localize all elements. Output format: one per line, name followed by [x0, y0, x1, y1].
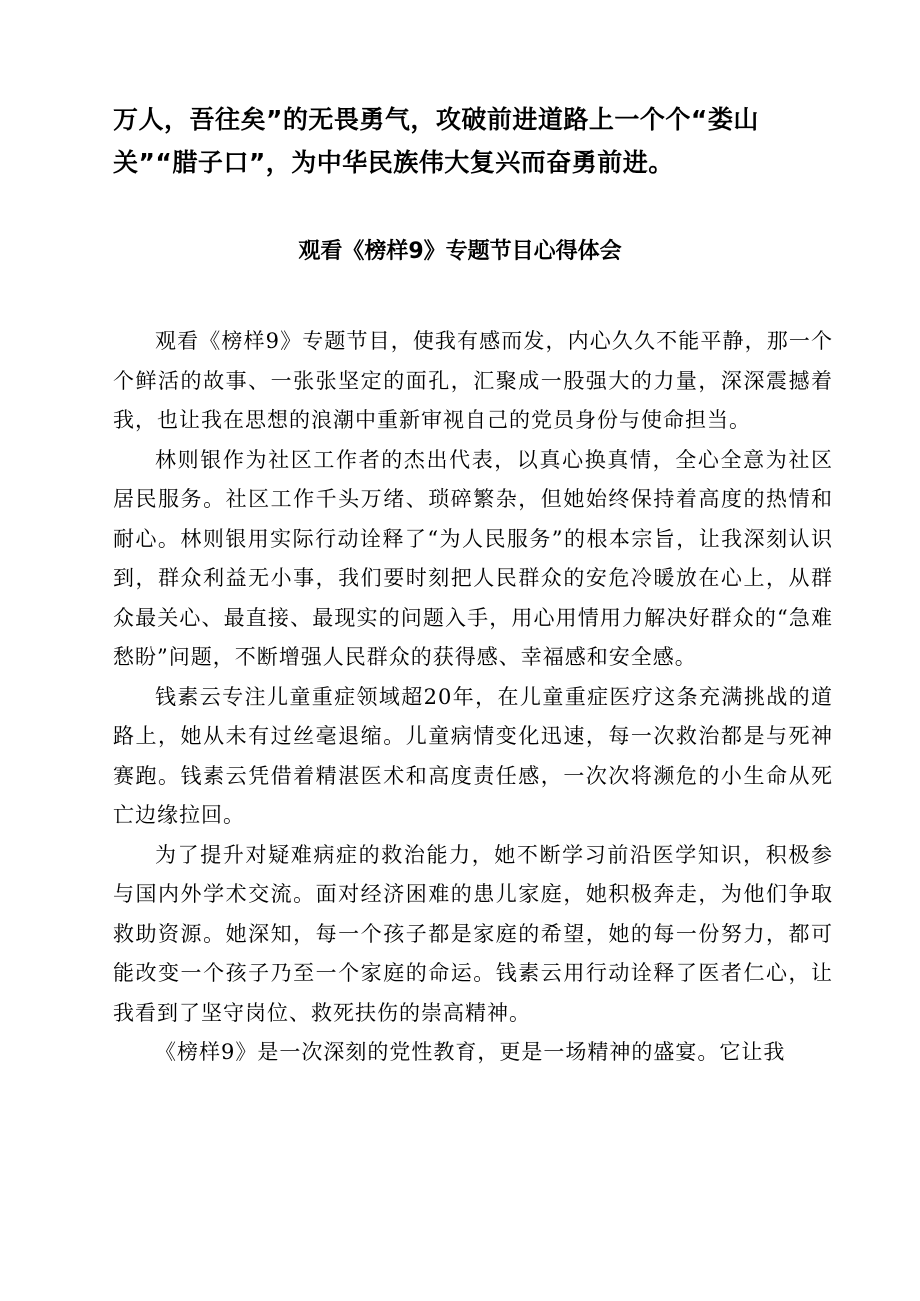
body-paragraph: 林则银作为社区工作者的杰出代表，以真心换真情，全心全意为社区居民服务。社区工作千头万绪、琐碎繁杂，但她始终保持着高度的热情和耐心。林则银用实际行动诠释了“为人民服务”的根本宗旨，让我深刻认识到，群众利益无小事，我们要时刻把人民群众的安危冷暖放在心上，从群众最关心、最直接、最现实的问题入手，用心用情用力解决好群众的“急难愁盼”问题，不断增强人民群众的获得感、幸福感和安全感。 [113, 447, 833, 669]
body-paragraph: 《榜样9》是一次深刻的党性教育，更是一场精神的盛宴。它让我 [155, 1040, 786, 1064]
body-paragraph: 钱素云专注儿童重症领域超20年，在儿童重症医疗这条充满挑战的道路上，她从未有过丝毫退缩。儿童病情变化迅速，每一次救治都是与死神赛跑。钱素云凭借着精湛医术和高度责任感，一次次将濒危的小生命从死亡边缘拉回。 [113, 684, 833, 827]
article-title: 观看《榜样9》专题节目心得体会 [298, 239, 622, 264]
body-paragraph: 观看《榜样9》专题节目，使我有感而发，内心久久不能平静，那一个个鲜活的故事、一张张坚定的面孔，汇聚成一股强大的力量，深深震撼着我，也让我在思想的浪潮中重新审视自己的党员身份与使命担当。 [113, 329, 833, 432]
body-paragraph: 为了提升对疑难病症的救治能力，她不断学习前沿医学知识，积极参与国内外学术交流。面对经济困难的患儿家庭，她积极奔走，为他们争取救助资源。她深知，每一个孩子都是家庭的希望，她的每一份努力，都可能改变一个孩子乃至一个家庭的命运。钱素云用行动诠释了医者仁心，让我看到了坚守岗位、救死扶伤的崇高精神。 [113, 842, 833, 1025]
continuation-paragraph: 万人，吾往矣”的无畏勇气，攻破前进道路上一个个“娄山关”“腊子口”，为中华民族伟大复兴而奋勇前进。 [113, 105, 759, 177]
article-body [113, 322, 833, 1073]
